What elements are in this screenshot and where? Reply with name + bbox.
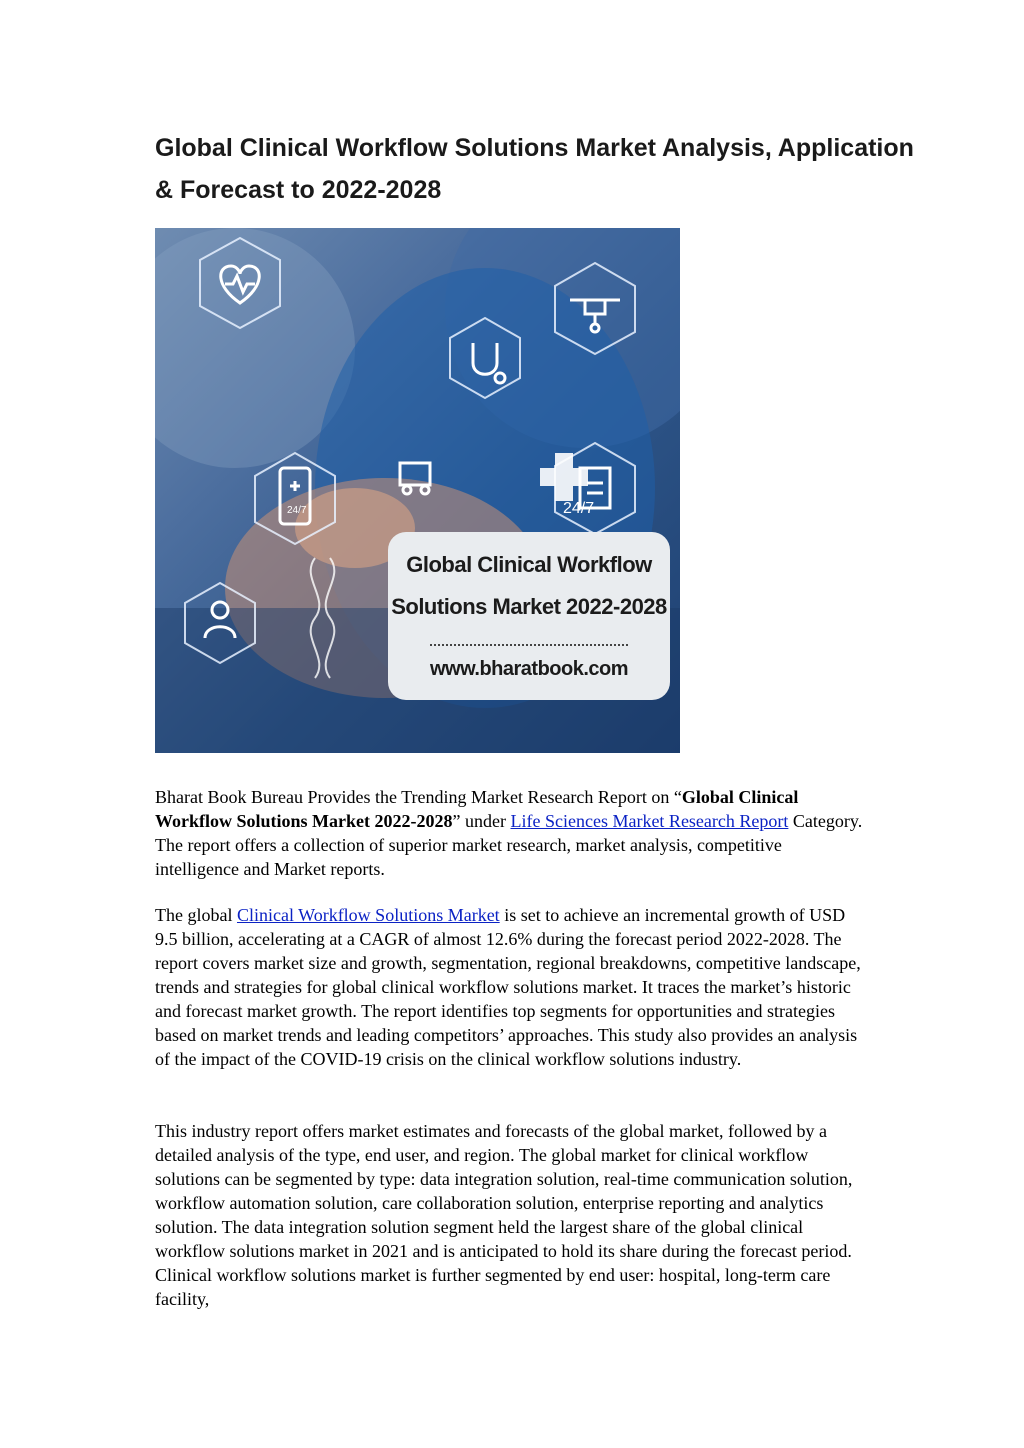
paragraph-market-overview	[155, 903, 870, 1071]
overlay-title-line2: Solutions Market 2022-2028	[391, 594, 667, 619]
badge-24-7-left: 24/7	[287, 505, 307, 516]
intro-text-b: ” under	[452, 811, 511, 831]
report-name-bold: Global Clinical Workflow Solutions Market 2022-2028	[155, 787, 799, 831]
overlay-url: www.bharatbook.com	[429, 658, 629, 680]
intro-text-a: Bharat Book Bureau Provides the Trending Market Research Report on “	[155, 787, 682, 807]
page-title: Global Clinical Workflow Solutions Market Analysis, Application & Forecast to 2022-2028	[155, 134, 914, 204]
overlay-title-line1: Global Clinical Workflow	[406, 552, 652, 577]
hero-overlay-card	[388, 532, 670, 700]
intro-text-c: Category. The report offers a collection of superior market research, market analysis, competitive intelligence and Market reports.	[155, 811, 863, 879]
life-sciences-category-link[interactable]: Life Sciences Market Research Report	[510, 811, 789, 831]
paragraph-intro	[155, 785, 870, 881]
clinical-workflow-market-link[interactable]: Clinical Workflow Solutions Market	[236, 905, 500, 925]
overview-text-a: The global	[155, 905, 237, 925]
overlay-divider	[430, 644, 628, 646]
badge-24-7-right: 24/7	[563, 500, 595, 517]
paragraph-segmentation: This industry report offers market estimates and forecasts of the global market, followed by a detailed analysis of the type, end user, and region. The global market for clinical workflow solutions can be segmented by type: data integration solution, real-time communication solution, workflow automation solution, care collaboration solution, enterprise reporting and analytics solution. The data integration solution segment held the largest share of the global clinical workflow solutions market in 2021 and is anticipated to hold its share during the forecast period. Clinical workflow solutions market is further segmented by end user: hospital, long-term care facility,	[155, 1121, 853, 1309]
hero-image	[155, 228, 680, 753]
overview-text-b: is set to achieve an incremental growth of USD 9.5 billion, accelerating at a CAGR of almost 12.6% during the forecast period 2022-2028. The report covers market size and growth, segmentation, regional breakdowns, competitive landscape, trends and strategies for global clinical workflow solutions market. It traces the market’s historic and forecast market growth. The report identifies top segments for opportunities and strategies based on market trends and leading competitors’ approaches. This study also provides an analysis of the impact of the COVID-19 crisis on the clinical workflow solutions industry.	[155, 905, 861, 1069]
